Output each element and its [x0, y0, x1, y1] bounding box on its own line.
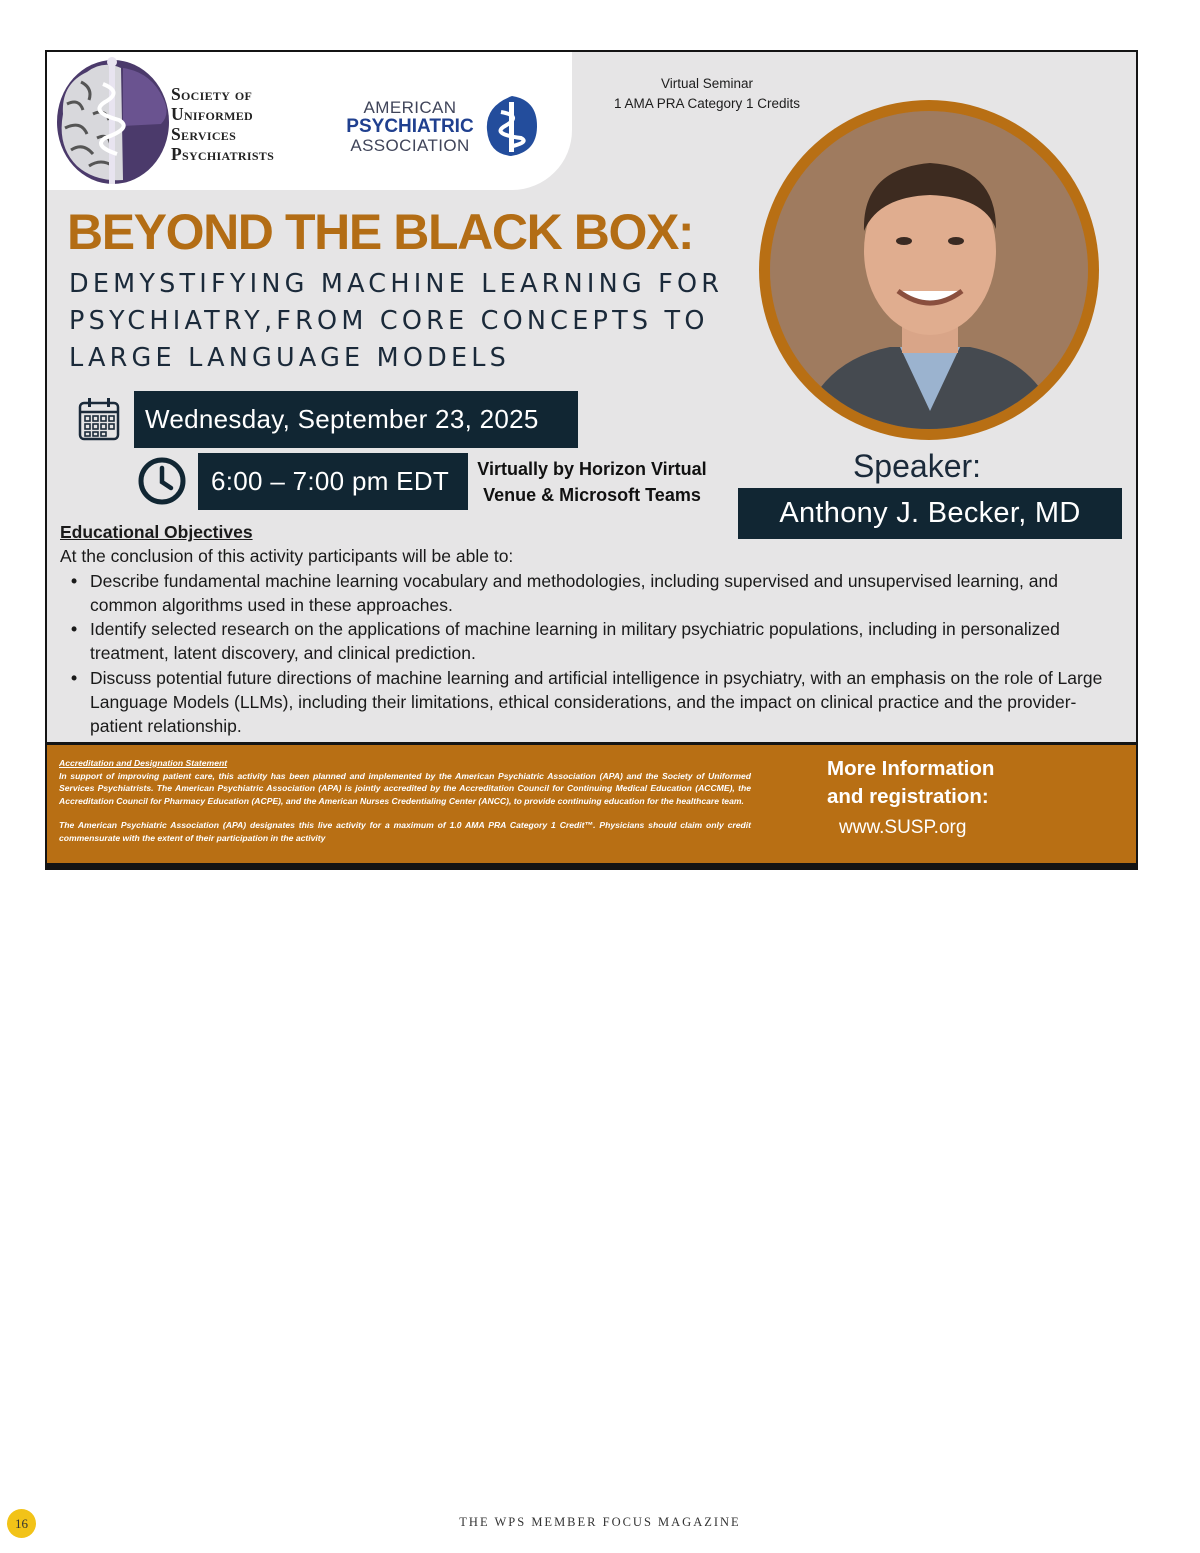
sups-brain-emblem: [53, 54, 171, 188]
accreditation-paragraph-1: In support of improving patient care, this activity has been planned and implemented by the American Psychiatric Association (APA) and the Society of Uniformed Services Psychiatrists. The American Psychiatric Association (APA) is jointly accredited by the Accreditation Council for Continuing Medical Education (ACCME), the Accreditation Council for Pharmacy Education (ACPE), and the American Nurses Credentialing Center (ANCC), to provide continuing education for the healthcare team.: [59, 770, 751, 806]
sups-org-name: [171, 84, 331, 164]
more-info-line-2: and registration:: [827, 785, 989, 808]
event-venue: [467, 456, 717, 508]
accreditation-statement: [59, 757, 751, 845]
calendar-icon: [78, 397, 120, 441]
sups-line-4: Psychiatrists: [171, 144, 275, 164]
more-info-line-1: More Information: [827, 757, 995, 780]
venue-line-1: Virtually by Horizon Virtual: [477, 459, 707, 479]
clock-icon: [137, 456, 187, 506]
sups-line-1: Society of: [171, 84, 253, 104]
venue-line-2: Venue & Microsoft Teams: [483, 485, 701, 505]
event-flyer: [45, 50, 1138, 870]
more-info: [827, 755, 1067, 842]
speaker-name: Anthony J. Becker, MD: [738, 488, 1122, 539]
accreditation-title: Accreditation and Designation Statement: [59, 758, 228, 768]
magazine-title: THE WPS MEMBER FOCUS MAGAZINE: [459, 1515, 741, 1529]
objective-item: • Discuss potential future directions of machine learning and artificial intelligence in psychiatry, with an emphasis on the role of Large Language Models (LLMs), including their limitations, ethical considerations, and the impact on clinical practice and the provider-patient relationship.: [60, 666, 1120, 739]
objectives-intro: At the conclusion of this activity participants will be able to:: [60, 546, 514, 567]
event-time: 6:00 – 7:00 pm EDT: [198, 453, 468, 510]
seminar-info: [587, 74, 827, 114]
page-number: 16: [7, 1509, 36, 1538]
footer-band: [47, 742, 1138, 868]
event-date: Wednesday, September 23, 2025: [134, 391, 578, 448]
apa-line-1: AMERICAN: [363, 98, 457, 117]
apa-line-3: ASSOCIATION: [350, 136, 470, 155]
educational-objectives: [60, 520, 1120, 739]
seminar-credits: 1 AMA PRA Category 1 Credits: [613, 96, 801, 111]
accreditation-paragraph-2: The American Psychiatric Association (APA) designates this live activity for a maximum of 1.0 AMA PRA Category 1 Credit™. Physicians should claim only credit commensurate with the extent of their participation in the activity: [59, 820, 751, 843]
apa-line-2: PSYCHIATRIC: [346, 116, 474, 137]
speaker-photo-frame: [759, 100, 1099, 440]
apa-org-name: [335, 98, 485, 155]
subtitle-line-2: PSYCHIATRY,FROM CORE CONCEPTS TO: [69, 306, 709, 336]
apa-emblem-icon: [483, 94, 541, 160]
sups-line-3: Services: [171, 124, 237, 144]
subtitle-line-3: LARGE LANGUAGE MODELS: [69, 343, 511, 373]
objective-item: • Describe fundamental machine learning vocabulary and methodologies, including supervised and unsupervised learning, and common algorithms used in these approaches.: [60, 569, 1120, 618]
seminar-type: Virtual Seminar: [660, 76, 754, 91]
speaker-photo: [770, 111, 1088, 429]
event-subtitle: [69, 266, 759, 377]
objectives-list: [60, 569, 1120, 739]
subtitle-line-1: DEMYSTIFYING MACHINE LEARNING FOR: [69, 269, 724, 299]
speaker-label: Speaker:: [852, 448, 982, 484]
objective-item: • Identify selected research on the applications of machine learning in military psychiatric populations, including in personalized treatment, latent discovery, and clinical prediction.: [60, 617, 1120, 666]
sups-line-2: Uniformed: [171, 104, 253, 124]
logo-panel: [47, 52, 572, 190]
event-title: BEYOND THE BLACK BOX:: [67, 204, 694, 260]
registration-link[interactable]: www.SUSP.org: [839, 817, 967, 838]
objectives-heading: Educational Objectives: [60, 522, 253, 542]
